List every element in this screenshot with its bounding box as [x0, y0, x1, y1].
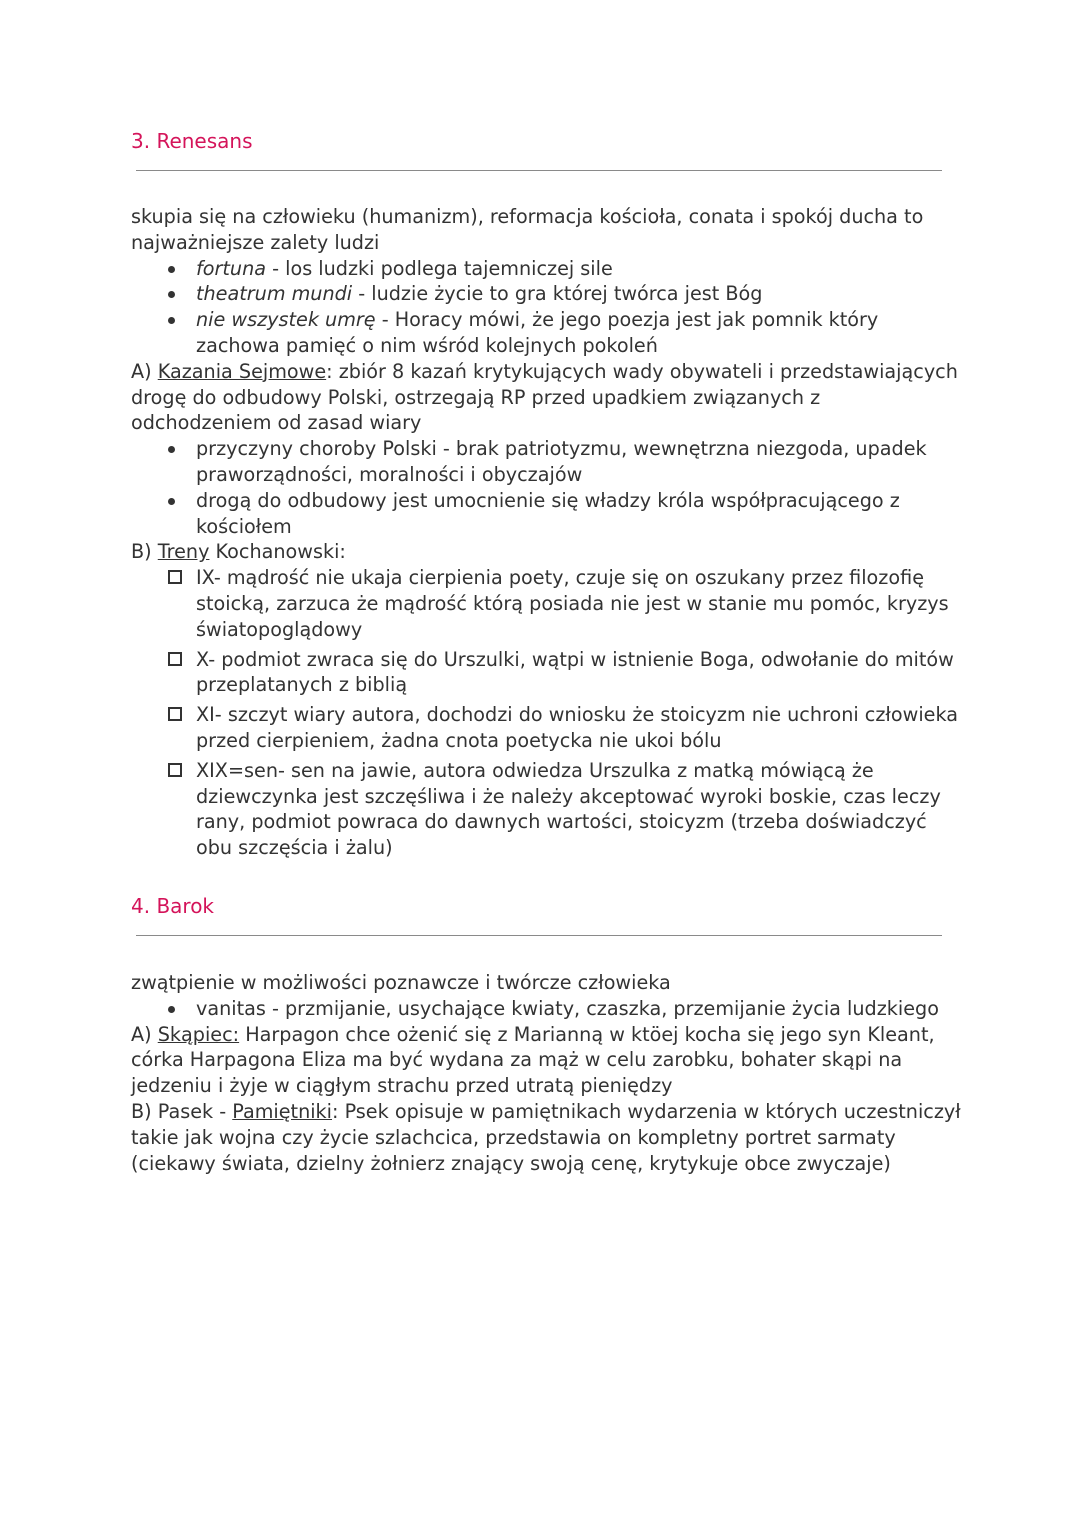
paragraph-kazania: A) Kazania Sejmowe: zbiór 8 kazań krytykujących wady obywateli i przedstawiających drogę do odbudowy Polski, ostrzegają RP przed upadkiem związanych z odchodzeniem od zasad wiary — [131, 359, 958, 435]
section-heading-renesans: 3. Renesans — [131, 129, 253, 153]
checklist-item: XIX=sen- sen na jawie, autora odwiedza Urszulka z matką mówiącą że dziewczynka jest szczęśliwa i że należy akceptować wyroki boskie, czas leczy rany, podmiot powraca do dawnych wartości, stoicyzm (trzeba doświadczyć obu szczęścia i żalu) — [131, 758, 961, 861]
intro-text: skupia się na człowieku (humanizm), reformacja kościoła, conata i spokój ducha to najważniejsze zalety ludzi — [131, 205, 924, 254]
section-barok — [131, 970, 961, 1176]
checklist — [131, 565, 961, 861]
bullet-list — [131, 996, 961, 1022]
term: fortuna — [196, 256, 266, 280]
list-item: drogą do odbudowy jest umocnienie się władzy króla współpracującego z kościołem — [131, 488, 961, 540]
checkbox-icon[interactable] — [168, 652, 182, 666]
divider — [136, 935, 942, 936]
divider — [136, 170, 942, 171]
list-item — [131, 307, 961, 359]
section-heading-barok: 4. Barok — [131, 894, 215, 918]
definition: - los ludzki podlega tajemniczej sile — [266, 256, 613, 280]
checklist-item: X- podmiot zwraca się do Urszulki, wątpi w istnienie Boga, odwołanie do mitów przeplatanych z biblią — [131, 647, 961, 699]
checkbox-icon[interactable] — [168, 707, 182, 721]
checklist-item: XI- szczyt wiary autora, dochodzi do wniosku że stoicyzm nie uchroni człowieka przed cierpieniem, żadna cnota poetycka nie ukoi bólu — [131, 702, 961, 754]
term: theatrum mundi — [196, 282, 353, 306]
work-title: Skąpiec: — [157, 1022, 240, 1046]
definition: - ludzie życie to gra której twórca jest Bóg — [352, 282, 763, 306]
paragraph-pamietniki: B) Pasek - Pamiętniki: Psek opisuje w pamiętnikach wydarzenia w których uczestniczył takie jak wojna czy życie szlachcica, przedstawia on kompletny portret sarmaty (ciekawy świata, dzielny żołnierz znający swoją cenę, krytykuje obce zwyczaje) — [131, 1099, 961, 1175]
work-title: Treny — [157, 540, 210, 564]
checklist-item: IX- mądrość nie ukaja cierpienia poety, czuje się on oszukany przez filozofię stoicką, zarzuca że mądrość którą posiada nie jest w stanie mu pomóc, kryzys światopoglądowy — [131, 565, 961, 642]
checkbox-icon[interactable] — [168, 570, 182, 584]
bullet-list — [131, 256, 961, 359]
list-item — [131, 281, 961, 307]
work-title: Pamiętniki — [232, 1099, 333, 1123]
list-item: vanitas - przmijanie, usychające kwiaty, czaszka, przemijanie życia ludzkiego — [131, 996, 961, 1022]
intro-text: zwątpienie w możliwości poznawcze i twórcze człowieka — [131, 971, 671, 994]
section-renesans — [131, 204, 961, 865]
bullet-list — [131, 436, 961, 539]
list-item — [131, 256, 961, 282]
definition: - Horacy mówi, że jego poezja jest jak pomnik który zachowa pamięć o nim wśród kolejnych pokoleń — [196, 308, 879, 357]
paragraph-skapiec: A) Skąpiec: Harpagon chce ożenić się z Marianną w ktöej kocha się jego syn Kleant, córka Harpagona Eliza ma być wydana za mąż w celu zarobku, bohater skąpi na jedzeniu i żyje w ciągłym strachu przed utratą pieniędzy — [131, 1022, 935, 1098]
work-title: Kazania Sejmowe — [157, 359, 327, 383]
paragraph-treny: B) Treny Kochanowski: — [131, 540, 346, 564]
list-item: przyczyny choroby Polski - brak patriotyzmu, wewnętrzna niezgoda, upadek praworządności, moralności i obyczajów — [131, 436, 961, 488]
term: nie wszystek umrę — [196, 308, 376, 332]
checkbox-icon[interactable] — [168, 763, 182, 777]
